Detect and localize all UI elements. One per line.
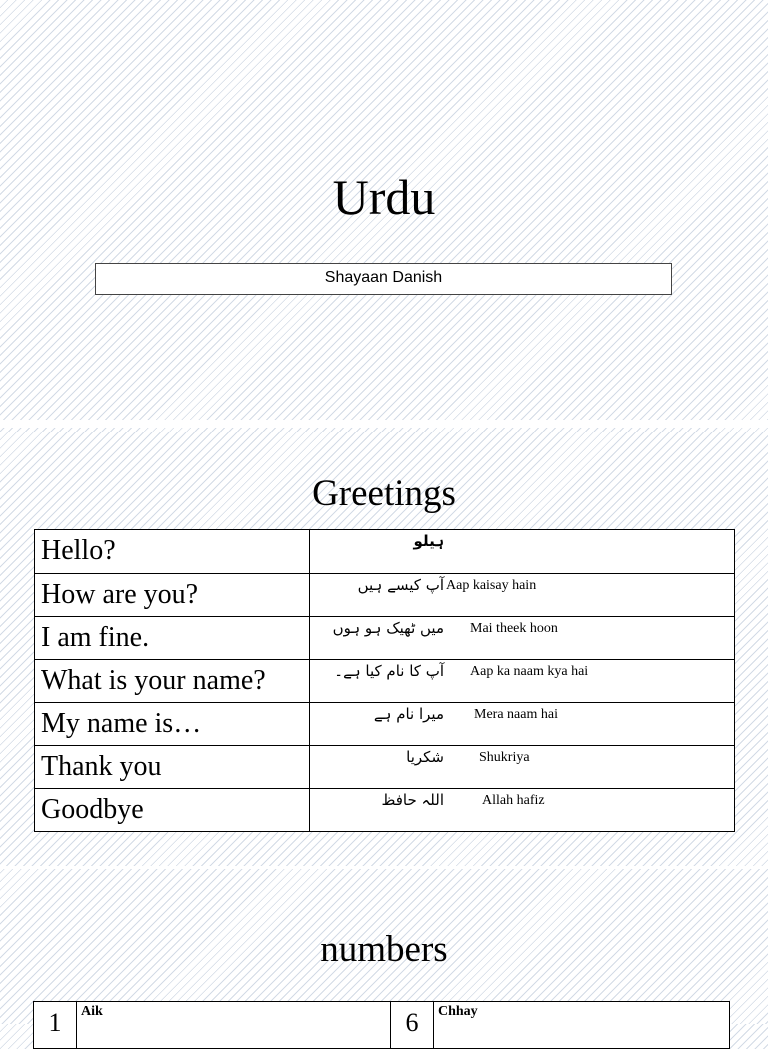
transliteration-text: Mera naam hai — [474, 707, 558, 722]
numbers-title: numbers — [320, 929, 448, 970]
urdu-text: ہیلو — [413, 532, 444, 550]
urdu-cell — [310, 617, 735, 660]
english-cell: How are you? — [35, 574, 310, 617]
number-word-cell: Aik — [77, 1002, 391, 1049]
slide-divider — [0, 866, 768, 869]
urdu-text: اللہ حافظ — [381, 791, 444, 809]
greetings-table — [34, 529, 735, 832]
urdu-cell — [310, 703, 735, 746]
transliteration-text: Shukriya — [479, 750, 530, 765]
numbers-table — [33, 1001, 730, 1049]
english-cell: My name is… — [35, 703, 310, 746]
number-cell: 1 — [34, 1002, 77, 1049]
slide-title: Urdu — [332, 169, 436, 225]
title-slide — [0, 0, 768, 420]
urdu-cell — [310, 574, 735, 617]
urdu-cell — [310, 530, 735, 574]
table-row — [35, 746, 735, 789]
author-box: Shayaan Danish — [95, 263, 672, 295]
urdu-text: آپ کیسے ہیں — [357, 576, 444, 594]
transliteration-text: Mai theek hoon — [470, 621, 558, 636]
transliteration-text: Aap ka naam kya hai — [470, 664, 589, 679]
table-row — [34, 1002, 730, 1049]
table-row — [35, 789, 735, 832]
number-word-cell: Chhay — [434, 1002, 730, 1049]
greetings-title: Greetings — [312, 473, 456, 514]
transliteration-text: Allah hafiz — [482, 793, 545, 808]
table-row — [35, 574, 735, 617]
urdu-cell — [310, 660, 735, 703]
urdu-cell — [310, 789, 735, 832]
table-row — [35, 617, 735, 660]
urdu-cell — [310, 746, 735, 789]
english-cell: Goodbye — [35, 789, 310, 832]
urdu-text: شکریا — [406, 748, 444, 766]
urdu-text: میں ٹھیک ہو ہوں — [332, 619, 444, 637]
table-row — [35, 530, 735, 574]
transliteration-text: Aap kaisay hain — [446, 578, 537, 593]
urdu-text: آپ کا نام کیا ہے۔ — [334, 662, 444, 680]
english-cell: Thank you — [35, 746, 310, 789]
urdu-text: میرا نام ہے — [373, 705, 444, 723]
number-cell: 6 — [391, 1002, 434, 1049]
english-cell: Hello? — [35, 530, 310, 574]
english-cell: I am fine. — [35, 617, 310, 660]
slide-divider — [0, 420, 768, 428]
table-row — [35, 703, 735, 746]
english-cell: What is your name? — [35, 660, 310, 703]
table-row — [35, 660, 735, 703]
